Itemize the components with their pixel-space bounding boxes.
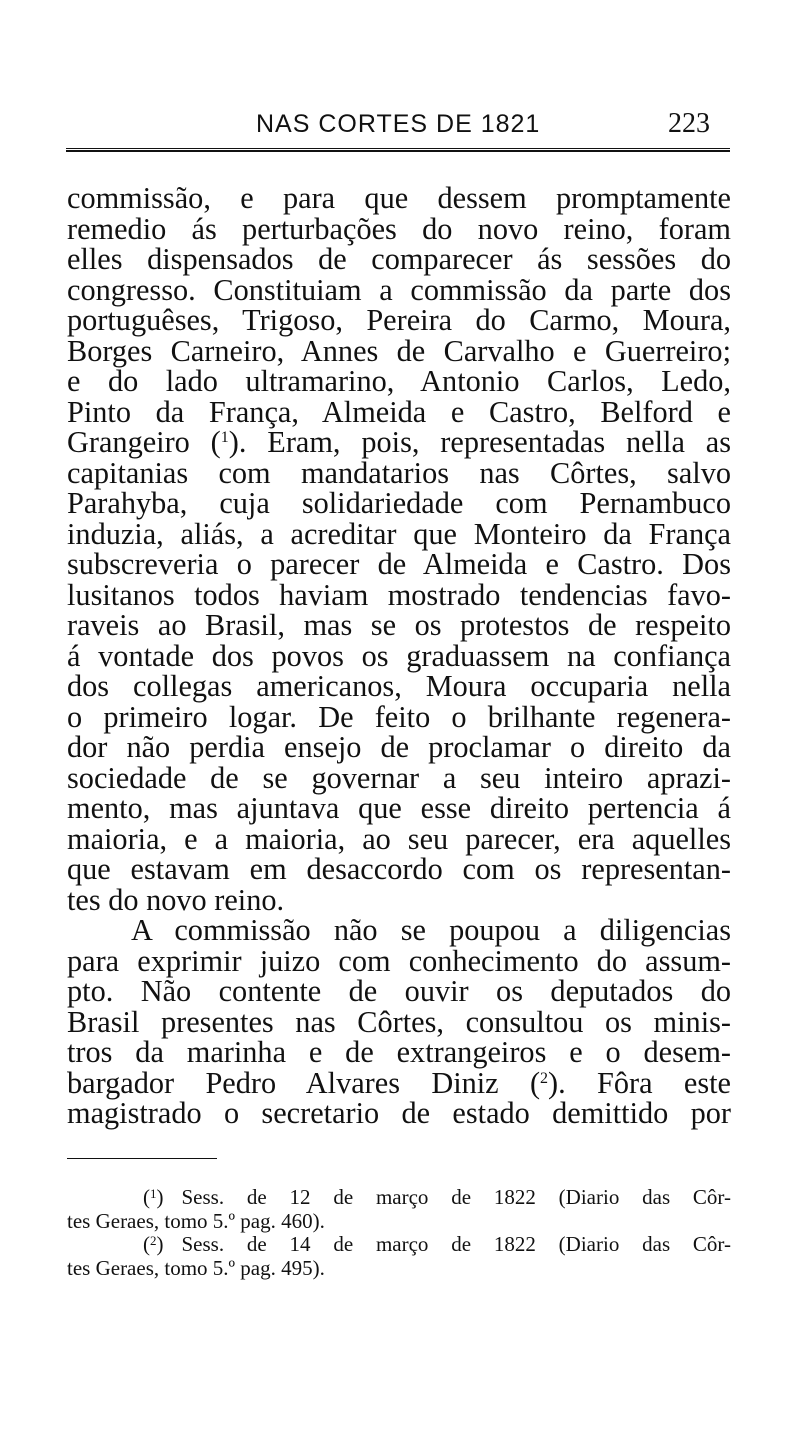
footnote-marker: ($^1$): [143, 1185, 164, 1209]
text-line: dor não perdia ensejo de proclamar o direito da: [67, 730, 731, 764]
footnote-continuation: tes Geraes, tomo 5.º pag. 460).: [67, 1208, 325, 1233]
footnote-marker: ($^2$): [143, 1232, 164, 1256]
footnotes: [67, 1186, 731, 1280]
text-fragment: ). Eram, pois, representadas nella as: [228, 425, 731, 459]
paragraph-end-line: tes do novo reino.: [67, 882, 285, 917]
text-line: Borges Carneiro, Annes de Carvalho e Guerreiro;: [67, 333, 731, 368]
footnote-2: [67, 1233, 731, 1280]
footnote-text: Sess. de 14 de março de 1822 (Diario das Côr-: [181, 1232, 731, 1256]
text-line: sociedade de se governar a seu inteiro aprazi-: [67, 760, 731, 795]
text-line-with-footnote-ref: [67, 427, 731, 458]
text-line: magistrado o secretario de estado demittido por: [67, 1096, 731, 1130]
paragraph-start-line: A commissão não se poupou a diligencias: [131, 913, 731, 947]
text-line: tros da marinha e de extrangeiros e o desem-: [67, 1035, 731, 1069]
text-line: elles dispensados de comparecer ás sessões do: [67, 242, 731, 276]
footnote-first-line: [67, 1186, 731, 1210]
footnote-ref-2[interactable]: 2: [540, 1069, 549, 1087]
header-rule: [66, 148, 730, 152]
text-line: mento, mas ajuntava que esse direito pertencia á: [67, 791, 731, 825]
text-line: induzia, aliás, a acreditar que Monteiro da França: [67, 516, 731, 551]
body-text: [67, 183, 731, 1129]
running-head: [66, 108, 730, 148]
text-line: á vontade dos povos os graduassem na confiança: [67, 638, 731, 673]
text-line: e do lado ultramarino, Antonio Carlos, Ledo,: [67, 364, 731, 398]
text-line: portuguêses, Trigoso, Pereira do Carmo, Moura,: [67, 303, 731, 337]
footnote-first-line: [67, 1233, 731, 1257]
text-line: o primeiro logar. De feito o brilhante regenera-: [67, 699, 731, 734]
text-line: subscreveria o parecer de Almeida e Castro. Dos: [67, 547, 731, 581]
text-line: congresso. Constituiam a commissão da parte dos: [67, 272, 731, 307]
footnote-continuation: tes Geraes, tomo 5.º pag. 495).: [67, 1255, 325, 1280]
text-line: maioria, e a maioria, ao seu parecer, era aquelles: [67, 821, 731, 856]
footnote-ref-1[interactable]: 1: [220, 429, 229, 446]
text-line: Parahyba, cuja solidariedade com Pernambuco: [67, 486, 731, 520]
text-line-with-footnote-ref: [67, 1065, 731, 1100]
text-fragment: bargador Pedro Alvares Diniz (: [67, 1065, 541, 1100]
text-fragment: Grangeiro (: [67, 425, 221, 459]
text-line: que estavam em desaccordo com os representan-: [67, 852, 731, 886]
page-number: 223: [668, 108, 710, 139]
text-line: pto. Não contente de ouvir os deputados do: [67, 974, 731, 1008]
text-line: raveis ao Brasil, mas se os protestos de respeito: [67, 608, 731, 642]
running-title: NAS CORTES DE 1821: [256, 110, 541, 138]
text-fragment: ). Fôra este: [548, 1065, 731, 1100]
footnote-1: [67, 1186, 731, 1233]
text-line: capitanias com mandatarios nas Côrtes, salvo: [67, 455, 731, 490]
footnote-text: Sess. de 12 de março de 1822 (Diario das Côr-: [181, 1185, 731, 1209]
text-line: commissão, e para que dessem promptamente: [67, 181, 731, 215]
text-line: remedio ás perturbações do novo reino, foram: [67, 211, 731, 246]
text-line: Brasil presentes nas Côrtes, consultou os minis-: [67, 1004, 731, 1039]
text-line: lusitanos todos haviam mostrado tendencias favo-: [67, 577, 731, 612]
footnote-separator: [67, 1158, 217, 1159]
text-line: dos collegas americanos, Moura occuparia nella: [67, 669, 731, 703]
text-line: Pinto da França, Almeida e Castro, Belford e: [67, 394, 731, 429]
text-line: para exprimir juizo com conhecimento do assum-: [67, 943, 731, 978]
